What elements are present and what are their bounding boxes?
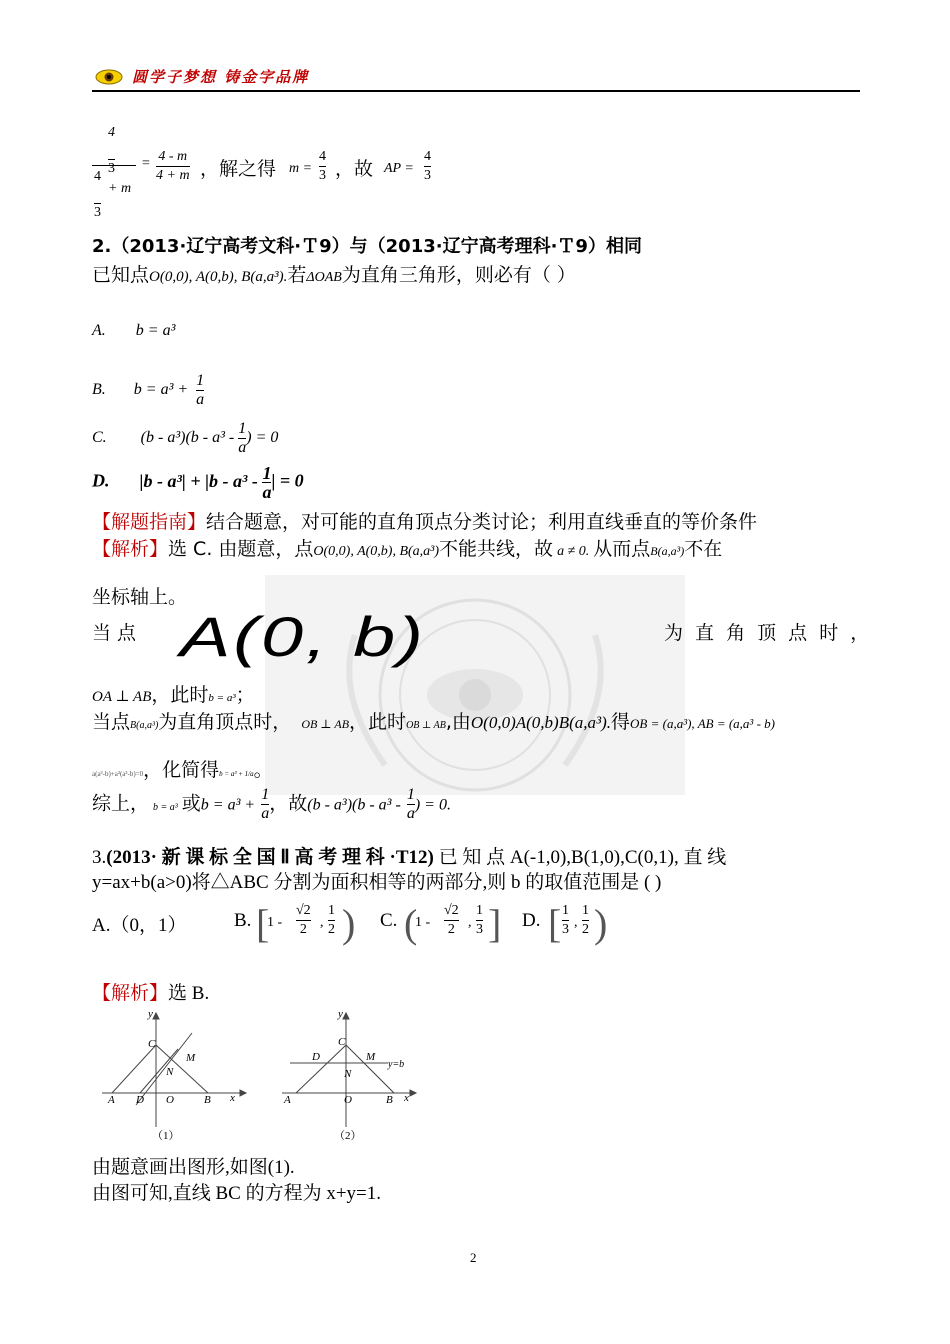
fig2-caption: （2） (334, 1130, 362, 1142)
q3-line2: y=ax+b(a>0)将△ABC 分割为面积相等的两部分,则 b 的取值范围是 ( ) (92, 872, 662, 893)
fig1-label-a: A (108, 1094, 115, 1106)
simplify-line: a(a³-b)+a³(a³-b)=0，化简得b = a³ + 1/a。 (92, 759, 273, 781)
fig1-caption: （1） (152, 1130, 180, 1142)
q2-option-c: C. (b - a³)(b - a³ - $\frac{1}{a}$ ) = 0 (92, 420, 279, 456)
q3-analysis: 【解析】选 B. (92, 982, 210, 1004)
case2-line: 当点B(a,a³)为直角顶点时， OB ⊥ AB，此时OB ⊥ AB,由O(0,0)A(0,b)B(a,a³).得OB = (a,a³), AB = (a,a³ - b) (92, 711, 775, 733)
q3-title: 3.(2013· 新 课 标 全 国 Ⅱ 高 考 理 科 ·T12) 已 知 点 A(-1,0),B(1,0),C(0,1), 直 线 (92, 847, 727, 868)
fig2-label-d: D (312, 1051, 320, 1063)
q2-analysis-line1: 【解析】选 C. 由题意，点O(0,0), A(0,b), B(a,a³)不能共线，故 a ≠ 0. 从而点B(a,a³)不在 (92, 538, 723, 560)
fig2-label-c: C (338, 1036, 346, 1048)
summary-line: 综上， b = a³ 或b = a³ + $\frac{1}{a}$ ，故(b - a³)(b - a³ - $\frac{1}{a}$ ) = 0. (92, 786, 451, 822)
brand-slogan: 圆学子梦想 铸金字品牌 (132, 68, 310, 86)
fig2-label-x: x (404, 1092, 409, 1104)
case1-result: OA ⊥ AB，此时b = a³； (92, 684, 255, 706)
q2-stem: 已知点O(0,0), A(0,b), B(a,a³).若ΔOAB为直角三角形，则必有（ ） (92, 264, 576, 286)
q3-text2: 由图可知,直线 BC 的方程为 x+y=1. (92, 1183, 382, 1204)
q2-title: 2.（2013·辽宁高考文科·Ｔ9）与（2013·辽宁高考理科·Ｔ9）相同 (92, 236, 642, 257)
fig1-label-m: M (186, 1052, 196, 1064)
fig2-label-a: A (284, 1094, 291, 1106)
q2-option-b: B. b = a³ + $\frac{1}{a}$ (92, 372, 205, 408)
fig1-label-n: N (166, 1066, 174, 1078)
page-header (92, 62, 860, 92)
figure-1 (96, 1005, 256, 1145)
q2-guide: 【解题指南】结合题意，对可能的直角顶点分类讨论；利用直线垂直的等价条件 (92, 511, 758, 533)
fig1-label-d: D (136, 1094, 144, 1106)
fig1-label-b: B (204, 1094, 211, 1106)
fraction-4m: 4 - m 4 + m (156, 149, 190, 183)
page-number: 2 (470, 1250, 477, 1265)
fig1-label-o: O (166, 1094, 174, 1106)
fig1-label-y: y (148, 1008, 153, 1020)
q3-option-a: A.（0，1） (92, 915, 187, 936)
fig2-label-n: N (344, 1068, 352, 1080)
case1-big-point: A(0, b) (180, 605, 426, 668)
fig2-label-m: M (366, 1051, 376, 1063)
figure-2 (276, 1005, 436, 1145)
q2-analysis-line2: 坐标轴上。 (92, 586, 188, 608)
eye-logo-icon (94, 66, 124, 86)
fig2-label-b: B (386, 1094, 393, 1106)
fig2-label-y: y (338, 1008, 343, 1020)
q3-options: A.（0，1） B. [ 1 - √2 2 , 1 2 ) C. ( 1 - √2 2 , 1 3 ] D. [ 1 3 , 1 2 ) (92, 901, 608, 946)
q2-option-d: D. |b - a³| + |b - a³ - $\frac{1}{a}$ | = 0 (92, 463, 304, 502)
case1-prefix: 当 点 (92, 622, 137, 644)
fig1-label-c: C (148, 1038, 156, 1050)
fig2-label-yb: y=b (388, 1059, 405, 1070)
case1-suffix: 为 直 角 顶 点 时 ， (664, 622, 873, 644)
q2-option-a: A. b = a³ (92, 322, 176, 339)
q3-text1: 由题意画出图形,如图(1). (92, 1157, 295, 1178)
fig2-label-o: O (344, 1094, 352, 1106)
fig1-label-x: x (230, 1092, 235, 1104)
